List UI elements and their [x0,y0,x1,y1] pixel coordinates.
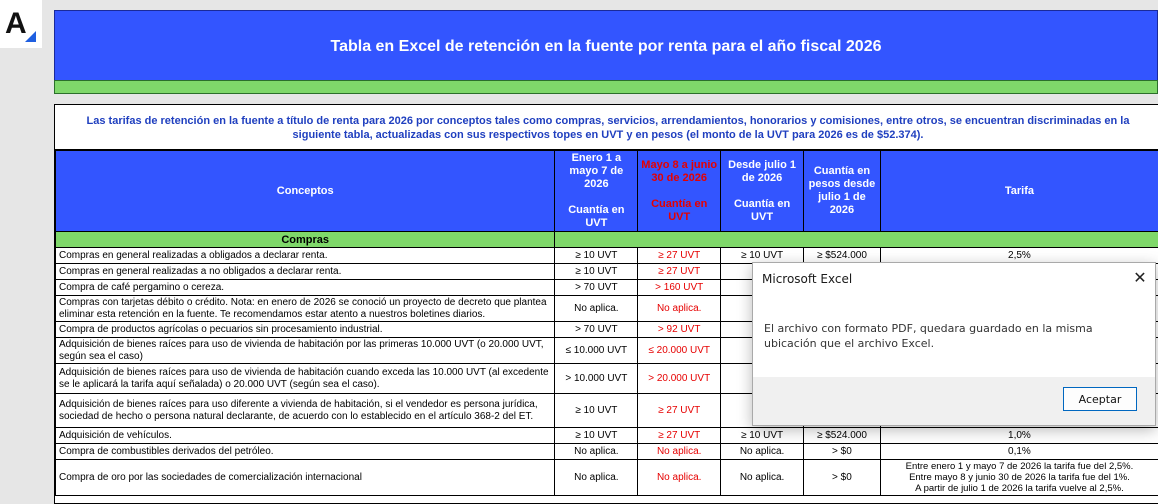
header-col4[interactable]: Cuantía en pesos desde julio 1 de 2026 [803,151,880,232]
row-col1[interactable]: ≥ 10 UVT [555,394,638,428]
row-col2[interactable]: ≥ 27 UVT [638,248,721,264]
header-col1-unit: Cuantía en UVT [558,204,634,230]
row-col1[interactable]: ≥ 10 UVT [555,248,638,264]
close-icon[interactable]: ✕ [1129,267,1151,289]
row-col2[interactable]: ≥ 27 UVT [638,428,721,444]
header-col1-period: Enero 1 a mayo 7 de 2026 [558,152,634,191]
header-rate[interactable]: Tarifa [880,151,1158,232]
row-col4[interactable]: ≥ $524.000 [803,248,880,264]
row-col3[interactable]: No aplica. [721,444,804,460]
section-label[interactable]: Compras [56,232,555,248]
row-col1[interactable]: No aplica. [555,444,638,460]
header-col2-unit: Cuantía en UVT [641,198,717,224]
dialog-message: El archivo con formato PDF, quedara guardado en la misma ubicación que el archivo Excel. [764,321,1119,351]
header-row [56,151,1158,232]
row-concept[interactable]: Compra de café pergamino o cereza. [56,280,555,296]
header-col3-unit: Cuantía en UVT [724,198,800,224]
row-concept[interactable]: Adquisición de vehículos. [56,428,555,444]
row-col3[interactable]: ≥ 10 UVT [721,428,804,444]
row-col1[interactable]: > 10.000 UVT [555,364,638,394]
row-rate[interactable]: 1,0% [880,428,1158,444]
header-col2-period: Mayo 8 a junio 30 de 2026 [641,159,717,185]
row-col1[interactable]: ≥ 10 UVT [555,264,638,280]
row-concept[interactable]: Compras con tarjetas débito o crédito. Nota: en enero de 2026 se conoció un proyecto de decreto que plantea eliminar esta retención en la fuente. Te recomendamos estar atento a nuestros boletines diarios. [56,296,555,322]
row-concept[interactable]: Adquisición de bienes raíces para uso de vivienda de habitación por las primeras 10.000 UVT (o 20.000 UVT, según sea el caso) [56,338,555,364]
header-col3[interactable] [721,151,804,232]
row-col1[interactable]: ≤ 10.000 UVT [555,338,638,364]
row-col4[interactable]: > $0 [803,444,880,460]
rate-line: A partir de julio 1 de 2026 la tarifa vuelve al 2,5%. [884,483,1155,494]
row-col2[interactable]: > 92 UVT [638,322,721,338]
logo-letter: A [5,9,27,39]
section-fill[interactable] [555,232,1158,248]
dialog-footer [753,377,1155,425]
header-col2[interactable] [638,151,721,232]
row-col1[interactable]: > 70 UVT [555,322,638,338]
row-col1[interactable]: No aplica. [555,460,638,496]
row-col4[interactable]: ≥ $524.000 [803,428,880,444]
row-col2[interactable]: No aplica. [638,296,721,322]
rate-line: Entre mayo 8 y junio 30 de 2026 la tarifa fue del 1%. [884,472,1155,483]
row-col2[interactable]: > 20.000 UVT [638,364,721,394]
dialog-title: Microsoft Excel [762,272,852,286]
row-rate[interactable] [880,460,1158,496]
rate-line: Entre enero 1 y mayo 7 de 2026 la tarifa fue del 2,5%. [884,461,1155,472]
table-row [56,428,1158,444]
row-concept[interactable]: Compra de oro por las sociedades de comercialización internacional [56,460,555,496]
row-col4[interactable]: > $0 [803,460,880,496]
table-row [56,460,1158,496]
page-title: Tabla en Excel de retención en la fuente por renta para el año fiscal 2026 [55,38,1157,56]
row-concept[interactable]: Compra de productos agrícolas o pecuarios sin procesamiento industrial. [56,322,555,338]
row-rate[interactable]: 0,1% [880,444,1158,460]
accent-triangle-icon [25,31,36,42]
row-col2[interactable]: > 160 UVT [638,280,721,296]
intro-text: Las tarifas de retención en la fuente a título de renta para 2026 por conceptos tales como compras, servicios, arrendamientos, honorarios y comisiones, entre otros, se encuentran discriminadas en la siguiente tabla, actualizadas con sus respectivos topes en UVT y en pesos (el monto de la UVT para 2026 es de $52.374). [55,105,1158,150]
row-col1[interactable]: ≥ 10 UVT [555,428,638,444]
row-col2[interactable]: No aplica. [638,460,721,496]
row-rate[interactable]: 2,5% [880,248,1158,264]
row-col2[interactable]: ≥ 27 UVT [638,264,721,280]
row-concept[interactable]: Adquisición de bienes raíces para uso de vivienda de habitación cuando exceda las 10.000 UVT (al excedente se le aplicará la tarifa aquí señalada) o 20.000 UVT (según sea el caso). [56,364,555,394]
section-row [56,232,1158,248]
header-col3-period: Desde julio 1 de 2026 [724,159,800,185]
row-concept[interactable]: Compras en general realizadas a obligados a declarar renta. [56,248,555,264]
row-col2[interactable]: ≥ 27 UVT [638,394,721,428]
row-concept[interactable]: Compras en general realizadas a no obligados a declarar renta. [56,264,555,280]
accept-button[interactable]: Aceptar [1063,387,1137,411]
header-concepts[interactable]: Conceptos [56,151,555,232]
row-col2[interactable]: No aplica. [638,444,721,460]
excel-message-dialog [752,262,1156,426]
row-col1[interactable]: No aplica. [555,296,638,322]
app-logo [0,0,42,48]
row-concept[interactable]: Adquisición de bienes raíces para uso diferente a vivienda de habitación, si el vendedor es persona jurídica, sociedad de hecho o persona natural declarante, de acuerdo con lo establecido en el artículo 368-2 del ET. [56,394,555,428]
row-col3[interactable]: No aplica. [721,460,804,496]
row-col2[interactable]: ≤ 20.000 UVT [638,338,721,364]
table-row [56,444,1158,460]
green-divider-bar [54,80,1158,94]
row-col3[interactable]: ≥ 10 UVT [721,248,804,264]
row-col1[interactable]: > 70 UVT [555,280,638,296]
title-banner [54,10,1158,82]
header-col1[interactable] [555,151,638,232]
row-concept[interactable]: Compra de combustibles derivados del petróleo. [56,444,555,460]
